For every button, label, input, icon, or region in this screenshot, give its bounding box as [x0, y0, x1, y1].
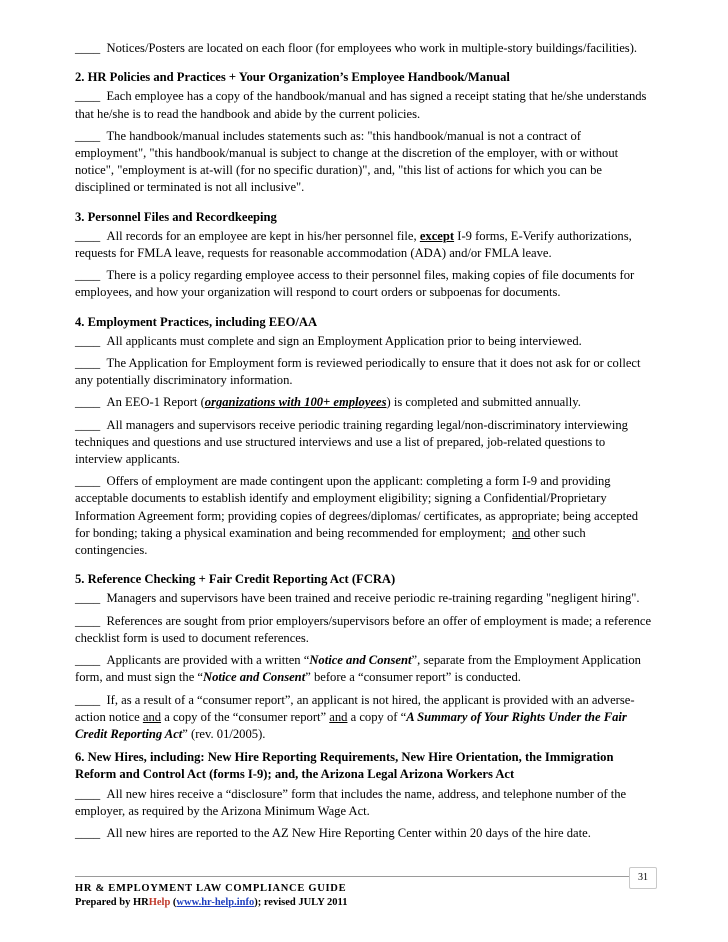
checklist-item — [75, 590, 655, 607]
item-text: ”, separate from the Employment Application form, and must sign the “ — [75, 653, 641, 685]
guide-title: HR & EMPLOYMENT LAW COMPLIANCE GUIDE — [75, 883, 347, 894]
checklist-item — [75, 473, 655, 559]
checkbox-blank[interactable]: ____ — [75, 591, 101, 606]
emphasis-text: Notice and Consent — [309, 653, 412, 668]
section-heading: 2. HR Policies and Practices + Your Organization’s Employee Handbook/Manual — [75, 70, 510, 85]
checkbox-blank[interactable]: ____ — [75, 128, 101, 143]
checklist-item — [75, 267, 655, 301]
emphasis-text: A Summary of Your Rights Under the Fair Credit Reporting Act — [75, 709, 627, 741]
checklist-item — [75, 228, 655, 262]
checkbox-blank[interactable]: ____ — [75, 692, 101, 707]
checkbox-blank[interactable]: ____ — [75, 786, 101, 801]
item-text: a copy of “ — [350, 709, 407, 724]
item-text: All records for an employee are kept in his/her personnel file, — [106, 228, 417, 243]
page-number: 31 — [629, 867, 657, 889]
checkbox-blank[interactable]: ____ — [75, 395, 101, 410]
item-text: If, as a result of a “consumer report”, an applicant is not hired, the applicant is provided with an adverse-action notice — [75, 692, 635, 724]
item-text: All new hires receive a “disclosure” form that includes the name, address, and telephone number of the employer, as required by the Arizona Minimum Wage Act. — [75, 786, 627, 818]
item-text: Offers of employment are made contingent upon the applicant: completing a form I-9 and providing acceptable documents to establish identify and employment eligibility; signing a Confidential/Proprietary Information Agreement form; providing copies of degrees/diplomas/ certificates, as appropriate; being accepted for bonding; taking a physical examination and being recommended for employment; — [75, 474, 639, 540]
section-heading: 3. Personnel Files and Recordkeeping — [75, 209, 277, 224]
checklist-item — [75, 128, 655, 197]
emphasis-text: and — [512, 525, 531, 540]
checklist-item — [75, 88, 655, 122]
emphasis-text: Notice and Consent — [203, 670, 306, 685]
item-text: An EEO-1 Report ( — [106, 395, 205, 410]
item-text: There is a policy regarding employee access to their personnel files, making copies of file documents for employees, and how your organization will respond to court orders or subpoenas for documents. — [75, 268, 635, 300]
prepared-text: Prepared by HR — [75, 897, 149, 908]
emphasis-text: and — [329, 709, 348, 724]
paren-open: ( — [170, 897, 177, 908]
emphasis-text: and — [142, 709, 162, 724]
item-text: I-9 forms, E-Verify authorizations, requests for FMLA leave, requests for reasonable accommodation (ADA) and/or FMLA leave. — [75, 228, 632, 261]
item-text: Each employee has a copy of the handbook/manual and has signed a receipt stating that he/she understands that he/she is to read the handbook and abide by the current policies. — [75, 89, 647, 121]
item-text: The handbook/manual includes statements such as: "this handbook/manual is not a contract of employment", "this handbook/manual is subject to change at the discretion of the employer, with or without notice", "employment is at-will (for no specific duration)", and, "this list of actions for which you can be disciplined or terminated is not all inclusive". — [75, 128, 619, 195]
item-text: ” (rev. 01/2005). — [182, 726, 266, 741]
checkbox-blank[interactable]: ____ — [75, 89, 101, 104]
item-text: Applicants are provided with a written “ — [106, 653, 310, 668]
document-body — [75, 40, 655, 847]
checklist-item — [75, 652, 655, 686]
checklist-item — [75, 417, 655, 469]
checklist-item — [75, 825, 655, 842]
item-text: References are sought from prior employers/supervisors before an offer of employment is made; a reference checklist form is used to document references. — [75, 613, 652, 645]
website-link[interactable]: www.hr-help.info — [176, 897, 255, 908]
checklist-item — [75, 786, 655, 820]
item-text: All managers and supervisors receive periodic training regarding legal/non-discriminatory interviewing techniques and questions and use structured interviews and use a list of prepared, job-related questions to interview applicants. — [75, 417, 628, 467]
checkbox-blank[interactable]: ____ — [75, 825, 101, 840]
checkbox-blank[interactable]: ____ — [75, 333, 101, 348]
item-text: ” before a “consumer report” is conducted. — [305, 670, 521, 685]
checkbox-blank[interactable]: ____ — [75, 417, 101, 432]
checkbox-blank[interactable]: ____ — [75, 653, 101, 668]
item-text: Notices/Posters are located on each floor (for employees who work in multiple-story buildings/facilities). — [106, 41, 638, 55]
item-text: All applicants must complete and sign an Employment Application prior to being interviewed. — [106, 333, 582, 348]
emphasis-text: organizations with 100+ employees — [204, 395, 387, 410]
item-text: All new hires are reported to the AZ New Hire Reporting Center within 20 days of the hire date. — [106, 825, 591, 840]
checklist-item — [75, 40, 655, 57]
prepared-by — [75, 896, 655, 910]
item-text: Managers and supervisors have been trained and receive periodic re-training regarding "negligent hiring". — [106, 591, 640, 606]
page-footer — [75, 872, 655, 910]
emphasis-text: except — [419, 228, 455, 243]
item-text: a copy of the “consumer report” — [164, 709, 327, 724]
checklist-item — [75, 355, 655, 389]
checkbox-blank[interactable]: ____ — [75, 474, 101, 489]
checkbox-blank[interactable]: ____ — [75, 356, 101, 371]
checklist-item — [75, 692, 655, 744]
checkbox-blank[interactable]: ____ — [75, 268, 101, 283]
checkbox-blank[interactable]: ____ — [75, 228, 101, 243]
checkbox-blank[interactable]: ____ — [75, 613, 101, 628]
brand-help-text: Help — [148, 897, 171, 908]
checklist-item — [75, 394, 655, 411]
revision-text: ); revised JULY 2011 — [254, 897, 348, 908]
checkbox-blank[interactable]: ____ — [75, 41, 101, 55]
section-heading: 4. Employment Practices, including EEO/AA — [75, 314, 318, 329]
section-heading: 5. Reference Checking + Fair Credit Reporting Act (FCRA) — [75, 572, 396, 587]
checklist-item — [75, 333, 655, 350]
item-text: ) is completed and submitted annually. — [386, 395, 581, 410]
section-heading: 6. New Hires, including: New Hire Reporting Requirements, New Hire Orientation, the Immigration Reform and Control Act (forms I-9); and, the Arizona Legal Arizona Workers Act — [75, 750, 614, 782]
item-text: The Application for Employment form is reviewed periodically to ensure that it does not ask for or collect any potentially discriminatory information. — [75, 356, 641, 388]
item-text: other such contingencies. — [75, 525, 586, 558]
checklist-item — [75, 613, 655, 647]
